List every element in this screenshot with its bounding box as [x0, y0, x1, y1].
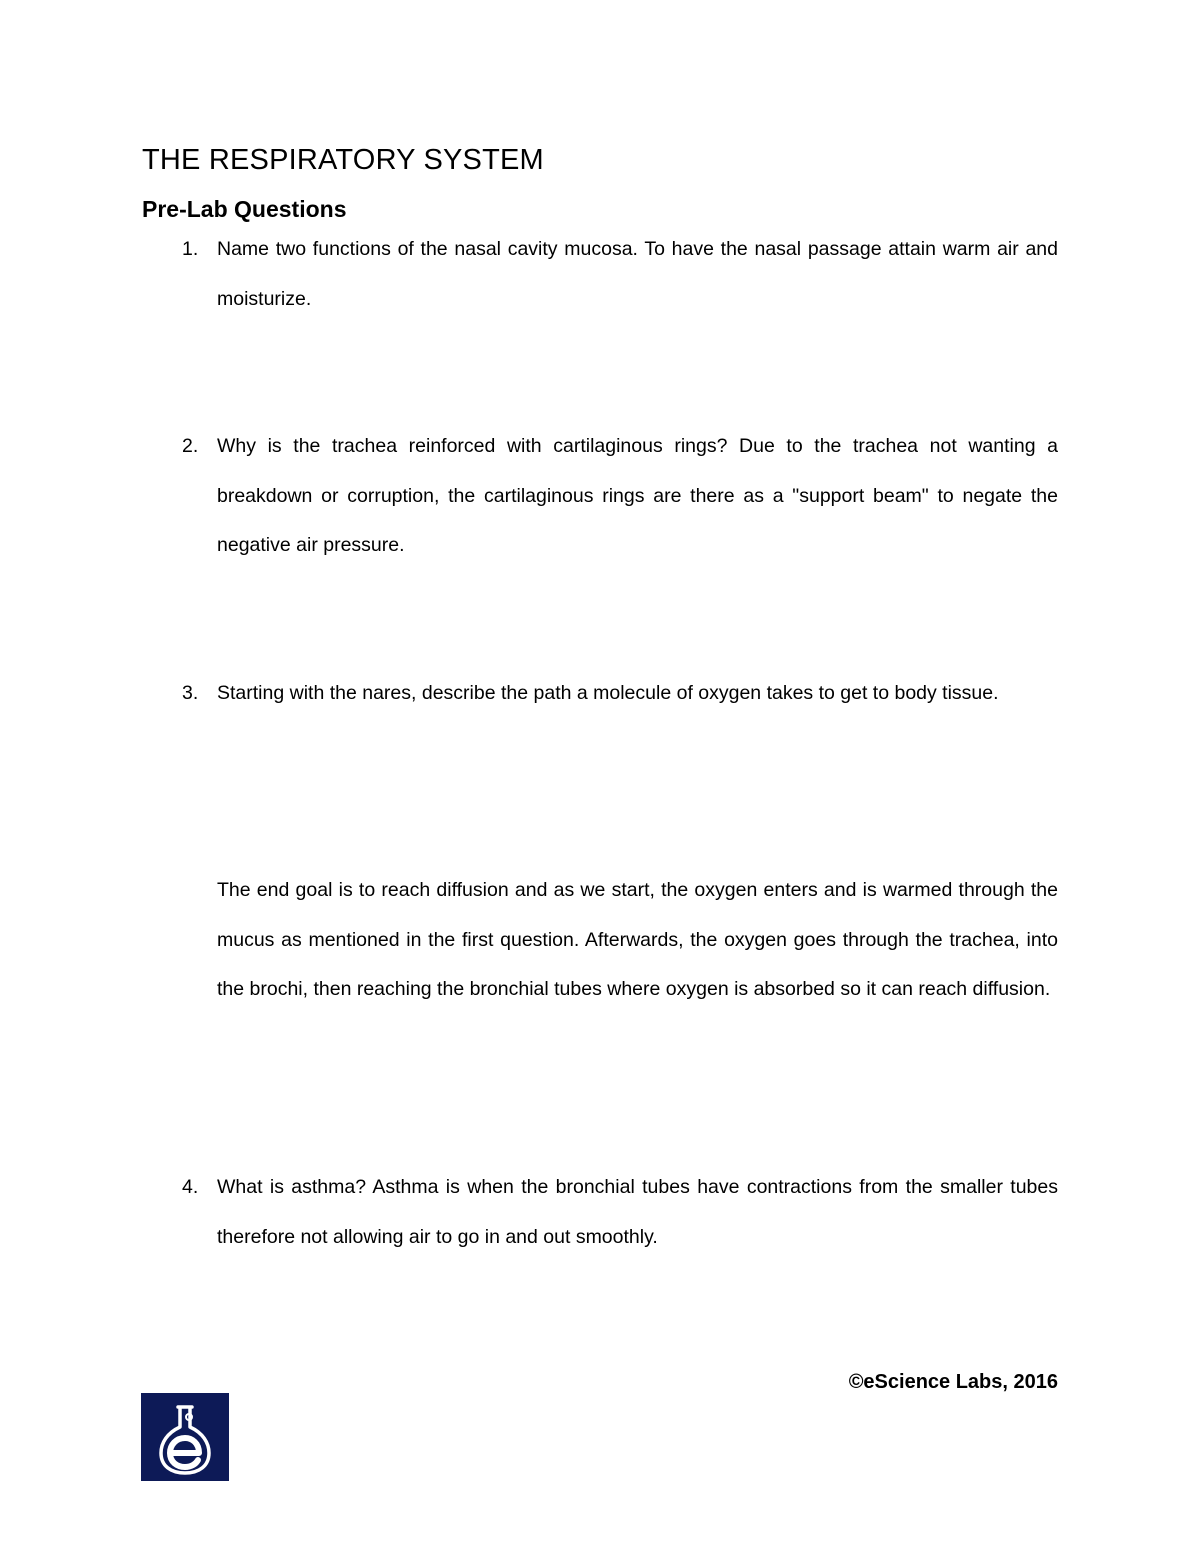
question-number: 1. — [182, 238, 199, 260]
question-text: Why is the trachea reinforced with cartilaginous rings? Due to the trachea not wanting a breakdown or corruption, the cartilaginous rings are there as a "support beam" to negate the negative air pressure. — [217, 435, 1058, 556]
question-text: Starting with the nares, describe the path a molecule of oxygen takes to get to body tissue. — [217, 682, 999, 704]
escience-logo — [141, 1393, 229, 1481]
question-2 — [142, 422, 1058, 571]
question-text: What is asthma? Asthma is when the bronchial tubes have contractions from the smaller tubes therefore not allowing air to go in and out smoothly. — [217, 1176, 1058, 1248]
question-text: Name two functions of the nasal cavity mucosa. To have the nasal passage attain warm air and moisturize. — [217, 238, 1058, 310]
copyright-notice: ©eScience Labs, 2016 — [848, 1371, 1058, 1393]
question-number: 4. — [182, 1176, 199, 1198]
question-3 — [142, 669, 1058, 719]
question-4 — [142, 1163, 1058, 1262]
answer-3 — [142, 866, 1058, 1015]
flask-e-logo-icon — [141, 1393, 229, 1481]
section-heading: Pre-Lab Questions — [142, 196, 347, 222]
document-title: THE RESPIRATORY SYSTEM — [142, 144, 544, 176]
question-1 — [142, 225, 1058, 324]
question-number: 3. — [182, 682, 199, 704]
answer-text: The end goal is to reach diffusion and as we start, the oxygen enters and is warmed through the mucus as mentioned in the first question. Afterwards, the oxygen goes through the trachea, into the brochi, then reaching the bronchial tubes where oxygen is absorbed so it can reach diffusion. — [217, 879, 1058, 1000]
question-number: 2. — [182, 435, 199, 457]
